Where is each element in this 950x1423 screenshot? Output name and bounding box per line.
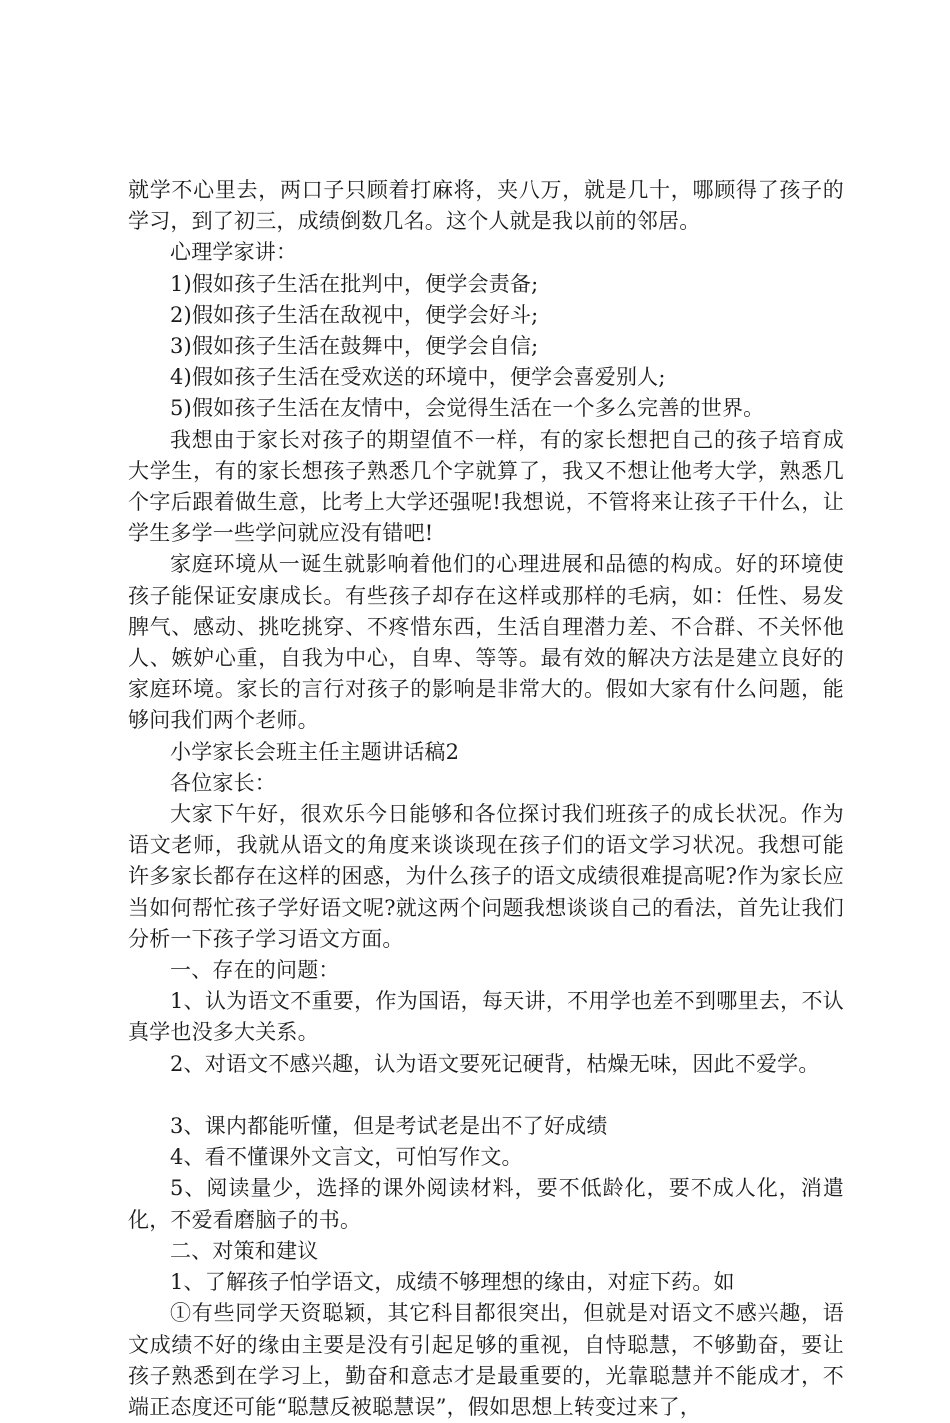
paragraph: 家庭环境从一诞生就影响着他们的心理进展和品德的构成。好的环境使孩子能保证安康成长。有些孩子却存在这样或那样的毛病，如：任性、易发脾气、感动、挑吃挑穿、不疼惜东西，生活自理潜力差、不合群、不关怀他人、嫉妒心重，自我为中心，自卑、等等。最有效的解决方法是建立良好的家庭环境。家长的言行对孩子的影响是非常大的。假如大家有什么问题，能够问我们两个老师。	[128, 552, 844, 733]
list-item: 4)假如孩子生活在受欢送的环境中，便学会喜爱别人;	[170, 365, 666, 390]
paragraph: 就学不心里去，两口子只顾着打麻将，夹八万，就是几十，哪顾得了孩子的学习，到了初三，成绩倒数几名。这个人就是我以前的邻居。	[128, 178, 844, 234]
list-item: 1、认为语文不重要，作为国语，每天讲，不用学也差不到哪里去，不认真学也没多大关系。	[128, 989, 844, 1045]
paragraph: ①有些同学天资聪颖，其它科目都很突出，但就是对语文不感兴趣，语文成绩不好的缘由主要是没有引起足够的重视，自恃聪慧，不够勤奋，要让孩子熟悉到在学习上，勤奋和意志才是最重要的，光靠聪慧并不能成才，不端正态度还可能“聪慧反被聪慧误”，假如思想上转变过来了，	[128, 1301, 844, 1419]
list-item: 1、了解孩子怕学语文，成绩不够理想的缘由，对症下药。如	[170, 1270, 735, 1295]
paragraph: 心理学家讲：	[170, 240, 298, 265]
list-item: 2、对语文不感兴趣，认为语文要死记硬背，枯燥无味，因此不爱学。	[170, 1051, 820, 1076]
list-item: 2)假如孩子生活在敌视中，便学会好斗;	[170, 302, 539, 327]
list-item: 3)假如孩子生活在鼓舞中，便学会自信;	[170, 334, 539, 359]
salutation: 各位家长：	[170, 770, 276, 795]
list-item: 5、阅读量少，选择的课外阅读材料，要不低龄化，要不成人化，消遣化，不爱看磨脑子的书。	[128, 1176, 844, 1232]
section-title: 小学家长会班主任主题讲话稿2	[170, 739, 460, 764]
paragraph: 我想由于家长对孩子的期望值不一样，有的家长想把自己的孩子培育成大学生，有的家长想孩子熟悉几个字就算了，我又不想让他考大学，熟悉几个字后跟着做生意，比考上大学还强呢!我想说，不管将来让孩子干什么，让学生多学一些学问就应没有错吧!	[128, 427, 844, 546]
section-heading: 一、存在的问题：	[170, 958, 340, 983]
section-heading: 二、对策和建议	[170, 1238, 319, 1263]
list-item: 4、看不懂课外文言文，可怕写作文。	[170, 1145, 523, 1170]
list-item: 1)假如孩子生活在批判中，便学会责备;	[170, 271, 539, 296]
body-text	[128, 175, 844, 1423]
paragraph: 大家下午好，很欢乐今日能够和各位探讨我们班孩子的成长状况。作为语文老师，我就从语文的角度来谈谈现在孩子们的语文学习状况。我想可能许多家长都存在这样的困惑，为什么孩子的语文成绩很难提高呢?作为家长应当如何帮忙孩子学好语文呢?就这两个问题我想谈谈自己的看法，首先让我们分析一下孩子学习语文方面。	[128, 802, 844, 951]
list-item: 3、课内都能听懂，但是考试老是出不了好成绩	[170, 1114, 608, 1139]
blank-line	[128, 1080, 844, 1111]
list-item: 5)假如孩子生活在友情中，会觉得生活在一个多么完善的世界。	[170, 396, 765, 421]
